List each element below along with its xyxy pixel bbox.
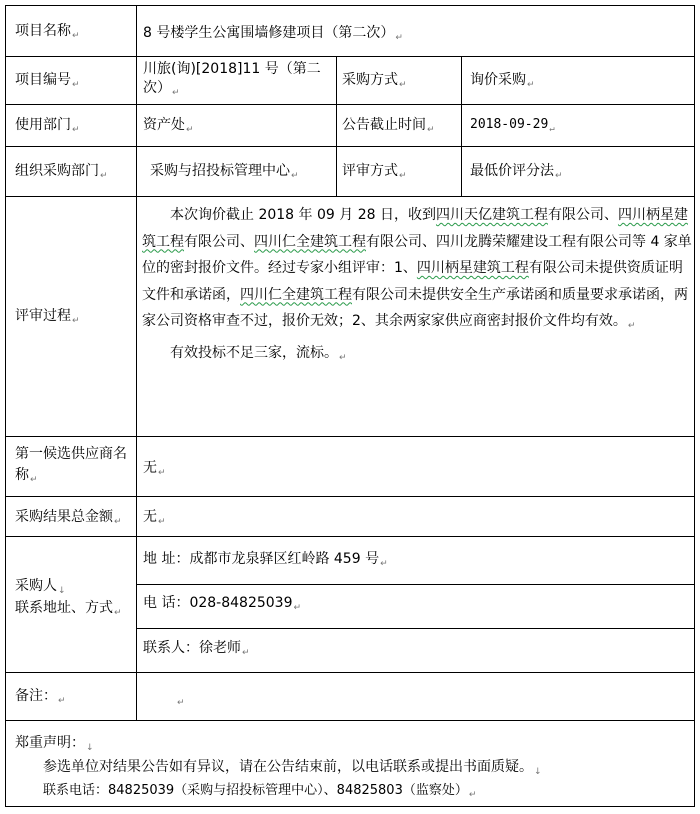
deadline-label: 公告截止时间$_↵$ [342, 117, 435, 135]
contact-person: 联系人：徐老师$_↵$ [143, 640, 250, 658]
deadline-value: $2018-09-29_↵$ [470, 117, 555, 134]
project-no-value: 川旅(询)[2018]11 号（第二次）$_↵$ [143, 61, 321, 98]
footer-line2: 联系电话：84825039（采购与招投标管理中心）、84825803（监察处）$_↵$ [43, 783, 477, 800]
project-name-label: 项目名称$_↵$ [15, 23, 80, 41]
remarks-value: ↵ [177, 698, 185, 708]
footer-title: 郑重声明：$_↓$ [15, 735, 94, 753]
org-value: 采购与招投标管理中心$_↵$ [150, 163, 299, 181]
org-label: 组织采购部门$_↵$ [15, 163, 108, 181]
announcement-table [5, 5, 695, 807]
footer-line1: 参选单位对结果公告如有异议，请在公告结束前，以电话联系或提出书面质疑。$_↓$ [43, 759, 542, 777]
contact-label-line2: 联系地址、方式$_↵$ [15, 600, 122, 618]
remarks-label: 备注：$_↵$ [15, 688, 66, 706]
review-method-label: 评审方式$_↵$ [342, 163, 407, 181]
contact-address: 地 址：成都市龙泉驿区红岭路 459 号$_↵$ [143, 551, 388, 569]
department-value: 资产处$_↵$ [143, 117, 194, 135]
total-amount-value: 无$_↵$ [143, 509, 166, 527]
department-label: 使用部门$_↵$ [15, 117, 80, 135]
total-amount-label: 采购结果总金额$_↵$ [15, 509, 122, 527]
purchase-method-value: 询价采购$_↵$ [470, 72, 535, 90]
contact-label-line1: 采购人$_↓$ [15, 578, 66, 596]
review-method-value: 最低价评分法$_↵$ [470, 163, 563, 181]
contact-phone: 电 话：$028-84825039_↵$ [143, 595, 302, 613]
purchase-method-label: 采购方式$_↵$ [342, 72, 407, 90]
first-candidate-value: 无$_↵$ [143, 460, 166, 478]
first-candidate-label: 第一候选供应商名称$_↵$ [15, 446, 127, 485]
project-name-value: 8 号楼学生公寓围墙修建项目（第二次）$_↵$ [143, 25, 403, 43]
review-process-text: 本次询价截止 2018 年 09 月 28 日，收到四川天亿建筑工程有限公司、四川柄星建筑工程有限公司、四川仁全建筑工程有限公司、四川龙腾荣耀建设工程有限公司等 4 家单位的密封报价文件。经过专家小组评审：1、四川柄星建筑工程有限公司未提供资质证明文件和承诺函，四川仁全建筑工程有限公司未提供安全生产承诺函和质量要求承诺函，两家公司资格审查不过，报价无效；2、其余两家家供应商密封报价文件均有效。$_↵$ 有效投标不足三家，流标。$_↵$ [142, 207, 692, 363]
project-no-label: 项目编号$_↵$ [15, 72, 80, 90]
review-process-label: 评审过程$_↵$ [15, 308, 80, 326]
